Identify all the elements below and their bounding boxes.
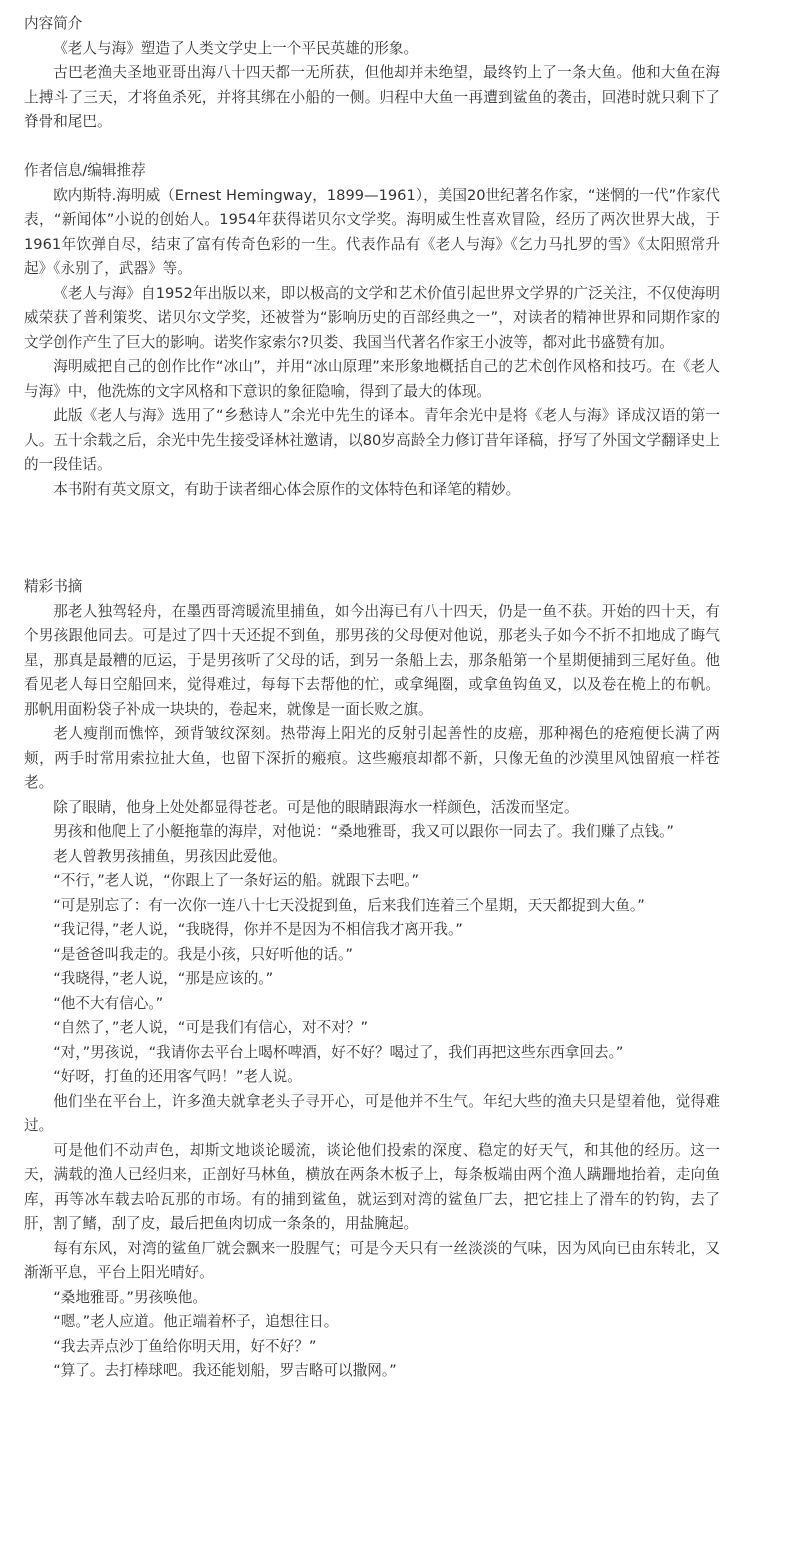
- author-heading: 作者信息/编辑推荐: [24, 162, 146, 179]
- excerpt-paragraph: “是爸爸叫我走的。我是小孩，只好听他的话。”: [53, 945, 353, 963]
- excerpt-paragraph: 每有东风，对湾的鲨鱼厂就会飘来一股腥气；可是今天只有一丝淡淡的气味，因为风向已由东转北，又渐渐平息，平台上阳光晴好。: [24, 1239, 720, 1281]
- author-paragraph-5: 本书附有英文原文，有助于读者细心体会原作的文体特色和译笔的精妙。: [53, 480, 521, 498]
- excerpt-paragraph: “好呀，打鱼的还用客气吗！”老人说。: [53, 1068, 302, 1085]
- section-spacer: [24, 502, 720, 551]
- section-spacer: [24, 551, 720, 575]
- section-spacer: [24, 135, 720, 160]
- excerpt-paragraph: 他们坐在平台上，许多渔夫就拿老头子寻开心，可是他并不生气。年纪大些的渔夫只是望着他，觉得难过。: [24, 1092, 720, 1134]
- excerpt-paragraph: 老人曾教男孩捕鱼，男孩因此爱他。: [53, 847, 287, 865]
- excerpt-paragraph: “对，”男孩说，“我请你去平台上喝杯啤酒，好不好？喝过了，我们再把这些东西拿回去。”: [53, 1043, 624, 1061]
- excerpt-paragraph: 可是他们不动声色，却斯文地谈论暖流，谈论他们投索的深度、稳定的好天气，和其他的经历。这一天，满载的渔人已经归来，正剖好马林鱼，横放在两条木板子上，每条板端由两个渔人蹒跚地抬着，走向鱼库，再等冰车载去哈瓦那的市场。有的捕到鲨鱼，就运到对湾的鲨鱼厂去，把它挂上了滑车的钓钩，去了肝，割了鳍，刮了皮，最后把鱼肉切成一条条的，用盐腌起。: [24, 1141, 720, 1232]
- excerpt-paragraph: 除了眼睛，他身上处处都显得苍老。可是他的眼睛跟海水一样颜色，活泼而坚定。: [53, 798, 579, 816]
- excerpt-paragraph: 男孩和他爬上了小艇拖靠的海岸，对他说：“桑地雅哥，我又可以跟你一同去了。我们赚了点钱。”: [53, 823, 674, 840]
- excerpt-paragraph: “我记得，”老人说，“我晓得，你并不是因为不相信我才离开我。”: [53, 921, 463, 938]
- excerpt-paragraph: “桑地雅哥。”男孩唤他。: [53, 1288, 207, 1306]
- excerpt-paragraph: “可是别忘了：有一次你一连八十七天没捉到鱼，后来我们连着三个星期，天天都捉到大鱼。”: [53, 896, 645, 914]
- author-paragraph-3: 海明威把自己的创作比作“冰山”，并用“冰山原理”来形象地概括自己的艺术创作风格和技巧。在《老人与海》中，他洗炼的文字风格和下意识的象征隐喻，得到了最大的体现。: [24, 358, 720, 400]
- author-paragraph-4: 此版《老人与海》选用了“乡愁诗人”余光中先生的译本。青年余光中是将《老人与海》译成汉语的第一人。五十余载之后，余光中先生接受译林社邀请，以80岁高龄全力修订昔年译稿，抒写了外国文学翻译史上的一段佳话。: [24, 407, 720, 473]
- excerpt-paragraph: “嗯。”老人应道。他正端着杯子，追想往日。: [53, 1313, 339, 1330]
- excerpt-heading: 精彩书摘: [24, 578, 83, 595]
- excerpt-paragraph: “我去弄点沙丁鱼给你明天用，好不好？”: [53, 1337, 317, 1355]
- intro-paragraph-2: 古巴老渔夫圣地亚哥出海八十四天都一无所获，但他却并未绝望，最终钓上了一条大鱼。他和大鱼在海上搏斗了三天，才将鱼杀死，并将其绑在小船的一侧。归程中大鱼一再遭到鲨鱼的袭击，回港时就只剩下了脊骨和尾巴。: [24, 64, 720, 130]
- intro-paragraph-1: 《老人与海》塑造了人类文学史上一个平民英雄的形象。: [53, 39, 419, 57]
- book-description-page: [24, 12, 720, 1384]
- excerpt-paragraph: “算了。去打棒球吧。我还能划船，罗吉略可以撒网。”: [53, 1362, 397, 1379]
- author-paragraph-1: 欧内斯特.海明威（Ernest Hemingway，1899—1961），美国20世纪著名作家，“迷惘的一代”作家代表，“新闻体”小说的创始人。1954年获得诺贝尔文学奖。海明威生性喜欢冒险，经历了两次世界大战，于1961年饮弹自尽，结束了富有传奇色彩的一生。代表作品有《老人与海》《乞力马扎罗的雪》《太阳照常升起》《永别了，武器》等。: [24, 186, 720, 277]
- excerpt-paragraph: “他不大有信心。”: [53, 994, 164, 1012]
- excerpt-paragraph: 那老人独驾轻舟，在墨西哥湾暖流里捕鱼，如今出海已有八十四天，仍是一鱼不获。开始的四十天，有个男孩跟他同去。可是过了四十天还捉不到鱼，那男孩的父母便对他说，那老头子如今不折不扣地成了晦气星，那真是最糟的厄运，于是男孩听了父母的话，到另一条船上去，那条船第一个星期便捕到三尾好鱼。他看见老人每日空船回来，觉得难过，每每下去帮他的忙，或拿绳圈，或拿鱼钩鱼叉，以及卷在桅上的布帆。那帆用面粉袋子补成一块块的，卷起来，就像是一面长败之旗。: [24, 602, 720, 718]
- excerpt-paragraph: “自然了，”老人说，“可是我们有信心，对不对？”: [53, 1019, 369, 1036]
- excerpt-paragraph: “不行，”老人说，“你跟上了一条好运的船。就跟下去吧。”: [53, 872, 420, 889]
- excerpt-paragraph: 老人瘦削而憔悴，颈背皱纹深刻。热带海上阳光的反射引起善性的皮癌，那种褐色的疮疱便长满了两颊，两手时常用索拉扯大鱼，也留下深折的瘢痕。这些瘢痕却都不新，只像无鱼的沙漠里风蚀留痕一样苍老。: [24, 725, 720, 791]
- excerpt-paragraph: “我晓得，”老人说，“那是应该的。”: [53, 970, 274, 987]
- author-paragraph-2: 《老人与海》自1952年出版以来，即以极高的文学和艺术价值引起世界文学界的广泛关注，不仅使海明威荣获了普利策奖、诺贝尔文学奖，还被誉为“影响历史的百部经典之一”，对读者的精神世界和同期作家的文学创作产生了巨大的影响。诺奖作家索尔?贝娄、我国当代著名作家王小波等，都对此书盛赞有加。: [24, 284, 720, 351]
- intro-heading: 内容简介: [24, 15, 83, 32]
